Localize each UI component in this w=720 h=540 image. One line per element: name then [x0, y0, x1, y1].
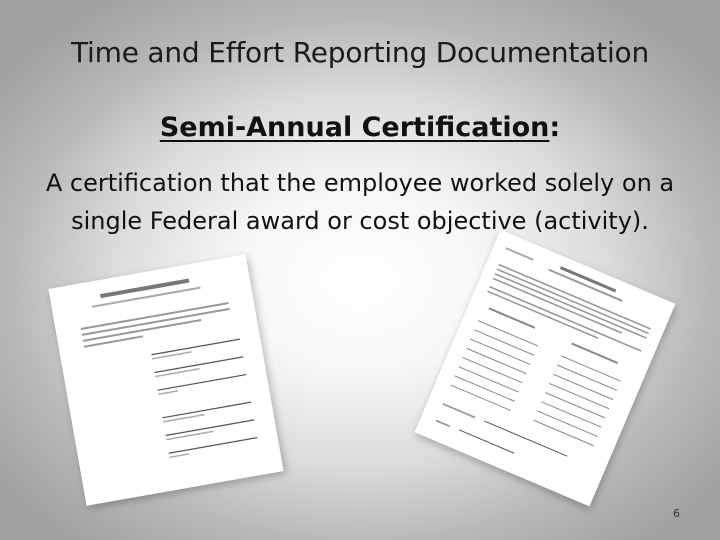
semi-annual-certification-table-image	[415, 230, 676, 507]
page-number: 6	[673, 507, 680, 520]
subheading-colon: :	[549, 112, 561, 143]
certification-table-document-icon	[415, 230, 676, 507]
slide-subheading	[0, 112, 720, 143]
slide-title: Time and Effort Reporting Documentation	[71, 36, 649, 69]
subheading-text: Semi-Annual Certification	[159, 112, 550, 143]
certification-form-document-icon	[48, 254, 283, 505]
slide-body-text: A certification that the employee worked solely on a single Federal award or cost objective (activity).	[45, 169, 675, 235]
certification-form-image	[48, 254, 283, 505]
